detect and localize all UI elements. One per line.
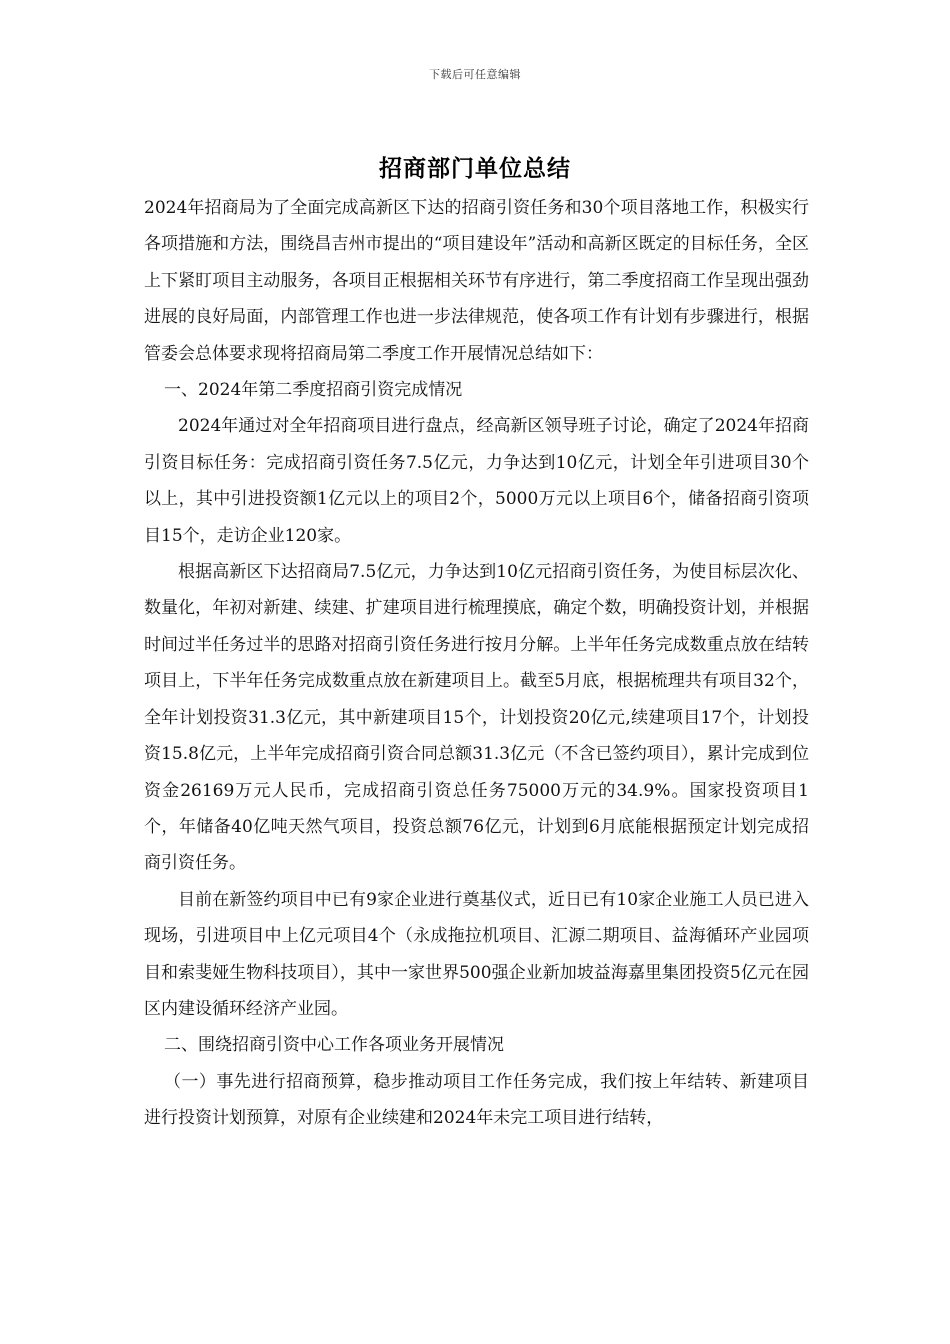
paragraph-signed-projects: 目前在新签约项目中已有9家企业进行奠基仪式，近日已有10家企业施工人员已进入现场，引进项目中上亿元项目4个（永成拖拉机项目、汇源二期项目、益海循环产业园项目和索斐娅生物科技项目），其中一家世界500强企业新加坡益海嘉里集团投资5亿元在园区内建设循环经济产业园。	[144, 889, 809, 1019]
paragraph-targets: 2024年通过对全年招商项目进行盘点，经高新区领导班子讨论，确定了2024年招商引资目标任务：完成招商引资任务7.5亿元，力争达到10亿元，计划全年引进项目30个以上，其中引进投资额1亿元以上的项目2个，5000万元以上项目6个，储备招商引资项目15个，走访企业120家。	[144, 416, 809, 546]
paragraph-intro: 2024年招商局为了全面完成高新区下达的招商引资任务和30个项目落地工作，积极实行各项措施和方法，围绕昌吉州市提出的“项目建设年”活动和高新区既定的目标任务，全区上下紧盯项目主动服务，各项目正根据相关环节有序进行，第二季度招商工作呈现出强劲进展的良好局面，内部管理工作也进一步法律规范，使各项工作有计划有步骤进行，根据管委会总体要求现将招商局第二季度工作开展情况总结如下：	[144, 198, 809, 364]
document-body	[144, 190, 809, 1137]
section-heading-1: 一、2024年第二季度招商引资完成情况	[164, 380, 463, 401]
paragraph-progress: 根据高新区下达招商局7.5亿元，力争达到10亿元招商引资任务，为使目标层次化、数量化，年初对新建、续建、扩建项目进行梳理摸底，确定个数，明确投资计划，并根据时间过半任务过半的思路对招商引资任务进行按月分解。上半年任务完成数重点放在结转项目上，下半年任务完成数重点放在新建项目上。截至5月底，根据梳理共有项目32个，全年计划投资31.3亿元，其中新建项目15个，计划投资20亿元,续建项目17个，计划投资15.8亿元，上半年完成招商引资合同总额31.3亿元（不含已签约项目），累计完成到位资金26169万元人民币，完成招商引资总任务75000万元的34.9%。国家投资项目1个，年储备40亿吨天然气项目，投资总额76亿元，计划到6月底能根据预定计划完成招商引资任务。	[144, 562, 809, 874]
header-note: 下载后可任意编辑	[429, 68, 521, 81]
paragraph-budget: （一）事先进行招商预算，稳步推动项目工作任务完成，我们按上年结转、新建项目进行投资计划预算，对原有企业续建和2024年未完工项目进行结转，	[144, 1071, 809, 1129]
document-title: 招商部门单位总结	[379, 156, 571, 182]
section-heading-2: 二、围绕招商引资中心工作各项业务开展情况	[164, 1035, 504, 1056]
